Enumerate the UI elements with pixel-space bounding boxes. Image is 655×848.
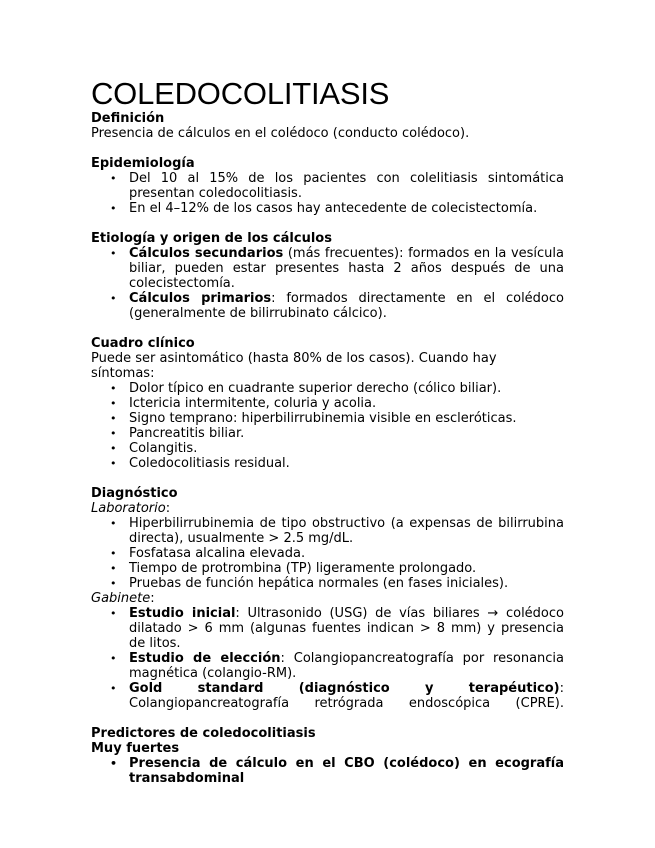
section-predictores (91, 726, 564, 786)
document-title: COLEDOCOLITIASIS (91, 76, 390, 111)
list-item: • Presencia de cálculo en el CBO (colédoco) en ecografía transabdominal (91, 756, 564, 786)
list-item: • Fosfatasa alcalina elevada. (91, 546, 564, 561)
item-term: Estudio de elección (129, 651, 281, 666)
list-item: • Coledocolitiasis residual. (91, 456, 564, 471)
section-etiologia (91, 231, 564, 321)
bullet-list (91, 171, 564, 216)
list-item (91, 651, 564, 681)
subsection-label-laboratorio: Laboratorio: (91, 501, 171, 516)
list-item: • Colangitis. (91, 441, 564, 456)
section-heading: Cuadro clínico (91, 336, 195, 351)
section-heading: Definición (91, 111, 165, 126)
section-heading: Predictores de coledocolitiasis (91, 726, 316, 741)
definition-text: Presencia de cálculos en el colédoco (conducto colédoco). (91, 126, 470, 141)
section-heading: Etiología y origen de los cálculos (91, 231, 332, 246)
item-term: Cálculos secundarios (129, 246, 284, 261)
list-item: • Pruebas de función hepática normales (en fases iniciales). (91, 576, 564, 591)
list-item: • En el 4–12% de los casos hay antecedente de colecistectomía. (91, 201, 564, 216)
section-cuadro-clinico (91, 336, 564, 471)
item-text: : formados directamente en el colédoco (generalmente de bilirrubinato cálcico). (129, 291, 564, 321)
bullet-list (91, 756, 564, 786)
list-item: • Ictericia intermitente, coluria y acolia. (91, 396, 564, 411)
bullet-list (91, 516, 564, 591)
list-item (91, 681, 564, 711)
bullet-list (91, 606, 564, 711)
list-item: • Del 10 al 15% de los pacientes con colelitiasis sintomática presentan coledocolitiasis. (91, 171, 564, 201)
item-text: (más frecuentes): formados en la vesícula biliar, pueden estar presentes hasta 2 años después de una colecistectomía. (129, 246, 564, 291)
subsection-label-gabinete: Gabinete: (91, 591, 155, 606)
list-item: • Pancreatitis biliar. (91, 426, 564, 441)
list-item: • Dolor típico en cuadrante superior derecho (cólico biliar). (91, 381, 564, 396)
bullet-list (91, 246, 564, 321)
list-item: • Hiperbilirrubinemia de tipo obstructivo (a expensas de bilirrubina directa), usualmente > 2.5 mg/dL. (91, 516, 564, 546)
subsection-label: Gabinete (91, 591, 151, 606)
item-text: : Ultrasonido (USG) de vías biliares → colédoco dilatado > 6 mm (algunas fuentes indican > 8 mm) y presencia de litos. (129, 606, 564, 651)
item-term: Cálculos primarios (129, 291, 272, 306)
section-epidemiologia (91, 156, 564, 216)
section-intro: Puede ser asintomático (hasta 80% de los casos). Cuando hay síntomas: (91, 351, 497, 381)
section-heading: Diagnóstico (91, 486, 178, 501)
list-item (91, 291, 564, 321)
subsection-label: Laboratorio (91, 501, 166, 516)
list-item: • Signo temprano: hiperbilirrubinemia visible en escleróticas. (91, 411, 564, 426)
list-item (91, 246, 564, 291)
item-term: Estudio inicial (129, 606, 236, 621)
item-text: : Colangiopancreatografía retrógrada endoscópica (CPRE). (129, 681, 564, 711)
section-definicion (91, 111, 564, 141)
document-page (91, 78, 564, 786)
list-item: • Tiempo de protrombina (TP) ligeramente prolongado. (91, 561, 564, 576)
section-heading: Epidemiología (91, 156, 195, 171)
subsection-heading: Muy fuertes (91, 741, 180, 756)
section-diagnostico (91, 486, 564, 711)
item-term: Gold standard (diagnóstico y terapéutico) (129, 681, 560, 696)
item-text: : Colangiopancreatografía por resonancia magnética (colangio-RM). (129, 651, 565, 681)
list-item (91, 606, 564, 651)
bullet-list (91, 381, 564, 471)
